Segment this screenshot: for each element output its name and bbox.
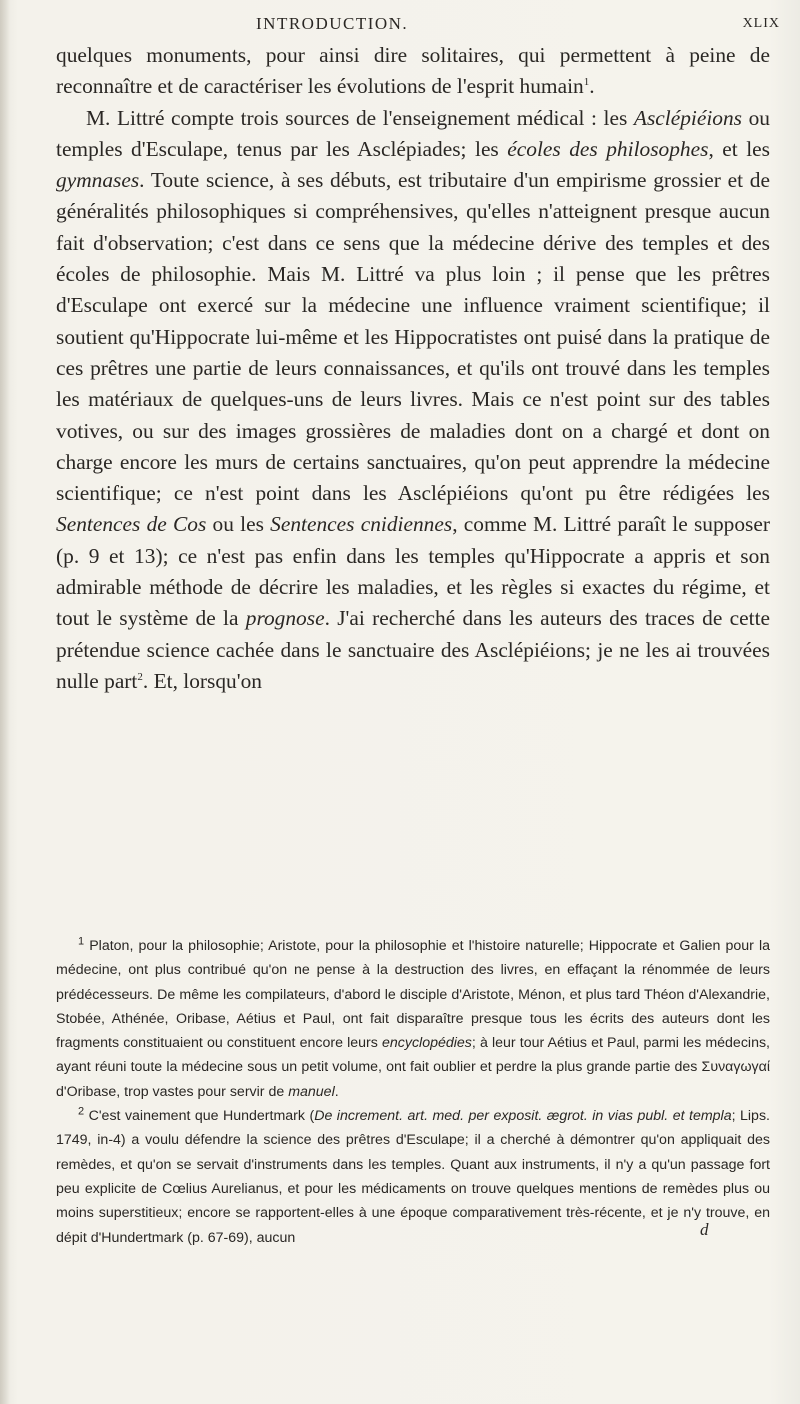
term-ecoles: écoles des philosophes bbox=[507, 136, 709, 161]
footnote-ref-1: 1 bbox=[583, 76, 590, 89]
paragraph-2: M. Littré compte trois sources de l'enseignement médical : les Asclépiéions ou temples d'Esculape, tenus par les Asclépiades; les écoles des philosophes, et les gymnases. Toute science, à ses débuts, est tributaire d'un empirisme grossier et de généralités philosophiques si compréhensives, qu'elles n'atteignent presque aucun fait d'observation; c'est dans ce sens que la médecine dérive des temples et des écoles de philosophie. Mais M. Littré va plus loin ; il pense que les prêtres d'Esculape ont exercé sur la médecine une influence vraiment scientifique; il soutient qu'Hippocrate lui-même et les Hippocratistes ont puisé dans la pratique de ces prêtres une partie de leurs connaissances, et qu'ils ont trouvé dans les temples les matériaux de quelques-uns de leurs livres. Mais ce n'est point sur des tables votives, ou sur des images grossières de maladies dont on a chargé et dont on charge encore les murs de certains sanctuaires, qu'on peut apprendre la médecine scientifique; ce n'est point dans les Asclépiéions qu'ont pu être rédigées les Sentences de Cos ou les Sentences cnidiennes, comme M. Littré paraît le supposer (p. 9 et 13); ce n'est pas enfin dans les temples qu'Hippocrate a appris et son admirable méthode de décrire les maladies, et les règles si exactes du régime, et tout le système de la prognose. J'ai recherché dans les auteurs des traces de cette prétendue science cachée dans le sanctuaire des Asclépiéions; je ne les ai trouvées nulle part$^2$. Et, lorsqu'on bbox=[56, 105, 771, 693]
page-header bbox=[60, 10, 780, 40]
page-number: XLIX bbox=[742, 16, 780, 31]
binding-shadow bbox=[0, 0, 10, 1404]
term-prognose: prognose bbox=[245, 606, 325, 631]
footnote-1: $^1$ Platon, pour la philosophie; Aristote, pour la philosophie et l'histoire naturelle; Hippocrate et Galien pour la médecine, ont plus contribué qu'on ne pense à la destruction des livres, en effaçant la rénommée de leurs prédécesseurs. De même les compilateurs, d'abord le disciple d'Aristote, Ménon, et plus tard Théon d'Alexandrie, Stobée, Athénée, Oribase, Aétius et Paul, ont fait disparaître presque tous les écrits des auteurs dont les fragments constituaient ou constituent encore leurs encyclopédies; à leur tour Aétius et Paul, parmi les médecins, ayant réuni toute la médecine sous un petit volume, ont fait oublier et perdre la plus grande partie des Συναγωγαί d'Oribase, trop vastes pour servir de manuel. bbox=[56, 935, 770, 1100]
term-asclepieions: Asclépiéions bbox=[633, 105, 743, 130]
footnote-2: $^2$ C'est vainement que Hundertmark (De increment. art. med. per exposit. ægrot. in vias publ. et templa; Lips. 1749, in-4) a voulu défendre la science des prêtres d'Esculape; il a cherché à démontrer qu'on appliquait des remèdes, et qu'on se servait d'instruments dans les temples. Quant aux instruments, il n'y a qu'un passage fort peu explicite de Cœlius Aurelianus, et pour les médicaments on trouve quelques mentions de remèdes plus ou moins superstitieux; encore se rapportent-elles à une époque comparativement très-récente, et je n'y trouve, en dépit d'Hundertmark (p. 67-69), aucun bbox=[56, 1105, 770, 1246]
footnote-ref-2: 2 bbox=[137, 670, 143, 683]
catchword: d bbox=[700, 1220, 709, 1239]
term-gymnases: gymnases bbox=[56, 168, 140, 193]
title-sentences-cnidiennes: Sentences cnidiennes bbox=[270, 512, 453, 537]
footnotes bbox=[56, 934, 770, 1250]
paragraph-1: quelques monuments, pour ainsi dire solitaires, qui permettent à peine de reconnaître et de caractériser les évolutions de l'esprit humain$^1$. bbox=[56, 43, 770, 99]
title-sentences-cos: Sentences de Cos bbox=[56, 512, 207, 537]
footnote-mark-2: 2 bbox=[78, 1105, 85, 1118]
running-title: INTRODUCTION. bbox=[256, 14, 409, 33]
footnote-mark-1: 1 bbox=[78, 935, 85, 948]
main-text bbox=[56, 40, 770, 697]
